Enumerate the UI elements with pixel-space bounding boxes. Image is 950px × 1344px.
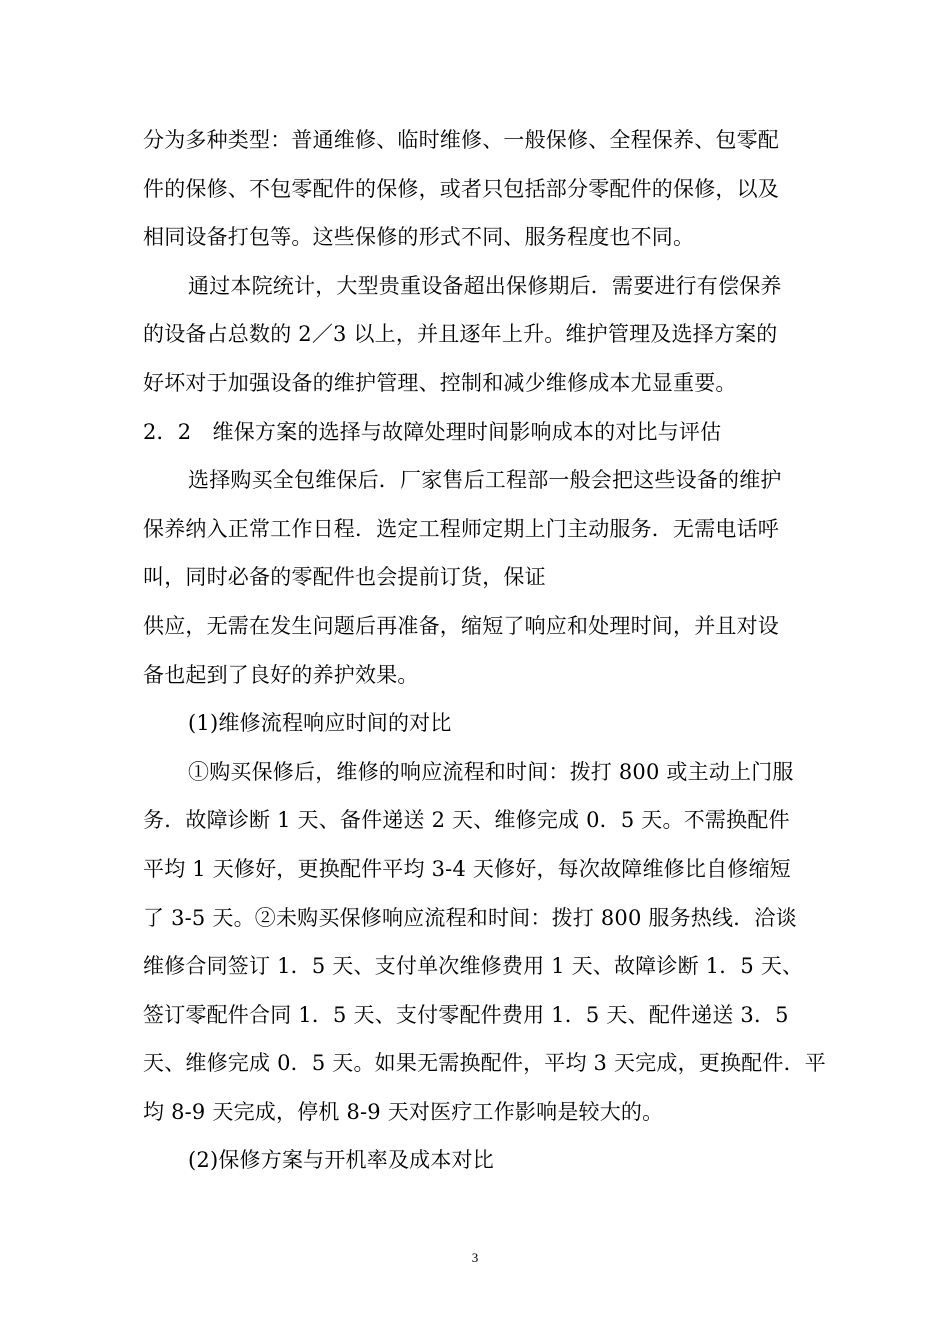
text-line: 务．故障诊断 1 天、备件递送 2 天、维修完成 0．5 天。不需换配件 (143, 808, 790, 833)
text-line: 维修合同签订 1．5 天、支付单次维修费用 1 天、故障诊断 1．5 天、 (143, 954, 804, 979)
text-line: 了 3-5 天。②未购买保修响应流程和时间：拨打 800 服务热线．洽谈 (143, 905, 797, 930)
text-line: 平均 1 天修好，更换配件平均 3-4 天修好，每次故障维修比自修缩短 (143, 856, 791, 881)
section-heading: 2．2 维保方案的选择与故障处理时间影响成本的对比与评估 (143, 419, 722, 444)
text-line: 相同设备打包等。这些保修的形式不同、服务程度也不同。 (143, 225, 695, 250)
page-number: 3 (471, 1250, 479, 1265)
text-line: 签订零配件合同 1．5 天、支付零配件费用 1．5 天、配件递送 3．5 (143, 1002, 789, 1027)
paragraph-start-line: 通过本院统计，大型贵重设备超出保修期后．需要进行有偿保养 (188, 273, 782, 298)
subsection-heading: (2)保修方案与开机率及成本对比 (188, 1148, 494, 1173)
text-line: 供应，无需在发生问题后再准备，缩短了响应和处理时间，并且对设 (143, 613, 779, 638)
text-line: 分为多种类型：普通维修、临时维修、一般保修、全程保养、包零配 (143, 128, 779, 152)
text-line: 保养纳入正常工作日程．选定工程师定期上门主动服务．无需电话呼 (143, 516, 779, 541)
text-line: 的设备占总数的 2／3 以上，并且逐年上升。维护管理及选择方案的 (143, 322, 778, 347)
text-line: 好坏对于加强设备的维护管理、控制和减少维修成本尤显重要。 (143, 370, 737, 395)
subsection-heading: (1)维修流程响应时间的对比 (188, 711, 452, 736)
text-line: 件的保修、不包零配件的保修，或者只包括部分零配件的保修，以及 (143, 176, 779, 201)
text-line: 备也起到了良好的养护效果。 (143, 662, 419, 687)
paragraph-start-line: ①购买保修后，维修的响应流程和时间：拨打 800 或主动上门服 (188, 759, 794, 784)
text-line: 均 8-9 天完成，停机 8-9 天对医疗工作影响是较大的。 (143, 1099, 664, 1124)
text-line: 天、维修完成 0．5 天。如果无需换配件，平均 3 天完成，更换配件．平 (143, 1051, 826, 1076)
body-text (143, 116, 826, 1185)
text-line: 叫，同时必备的零配件也会提前订货，保证 (143, 565, 546, 590)
paragraph-start-line: 选择购买全包维保后．厂家售后工程部一般会把这些设备的维护 (188, 468, 782, 493)
